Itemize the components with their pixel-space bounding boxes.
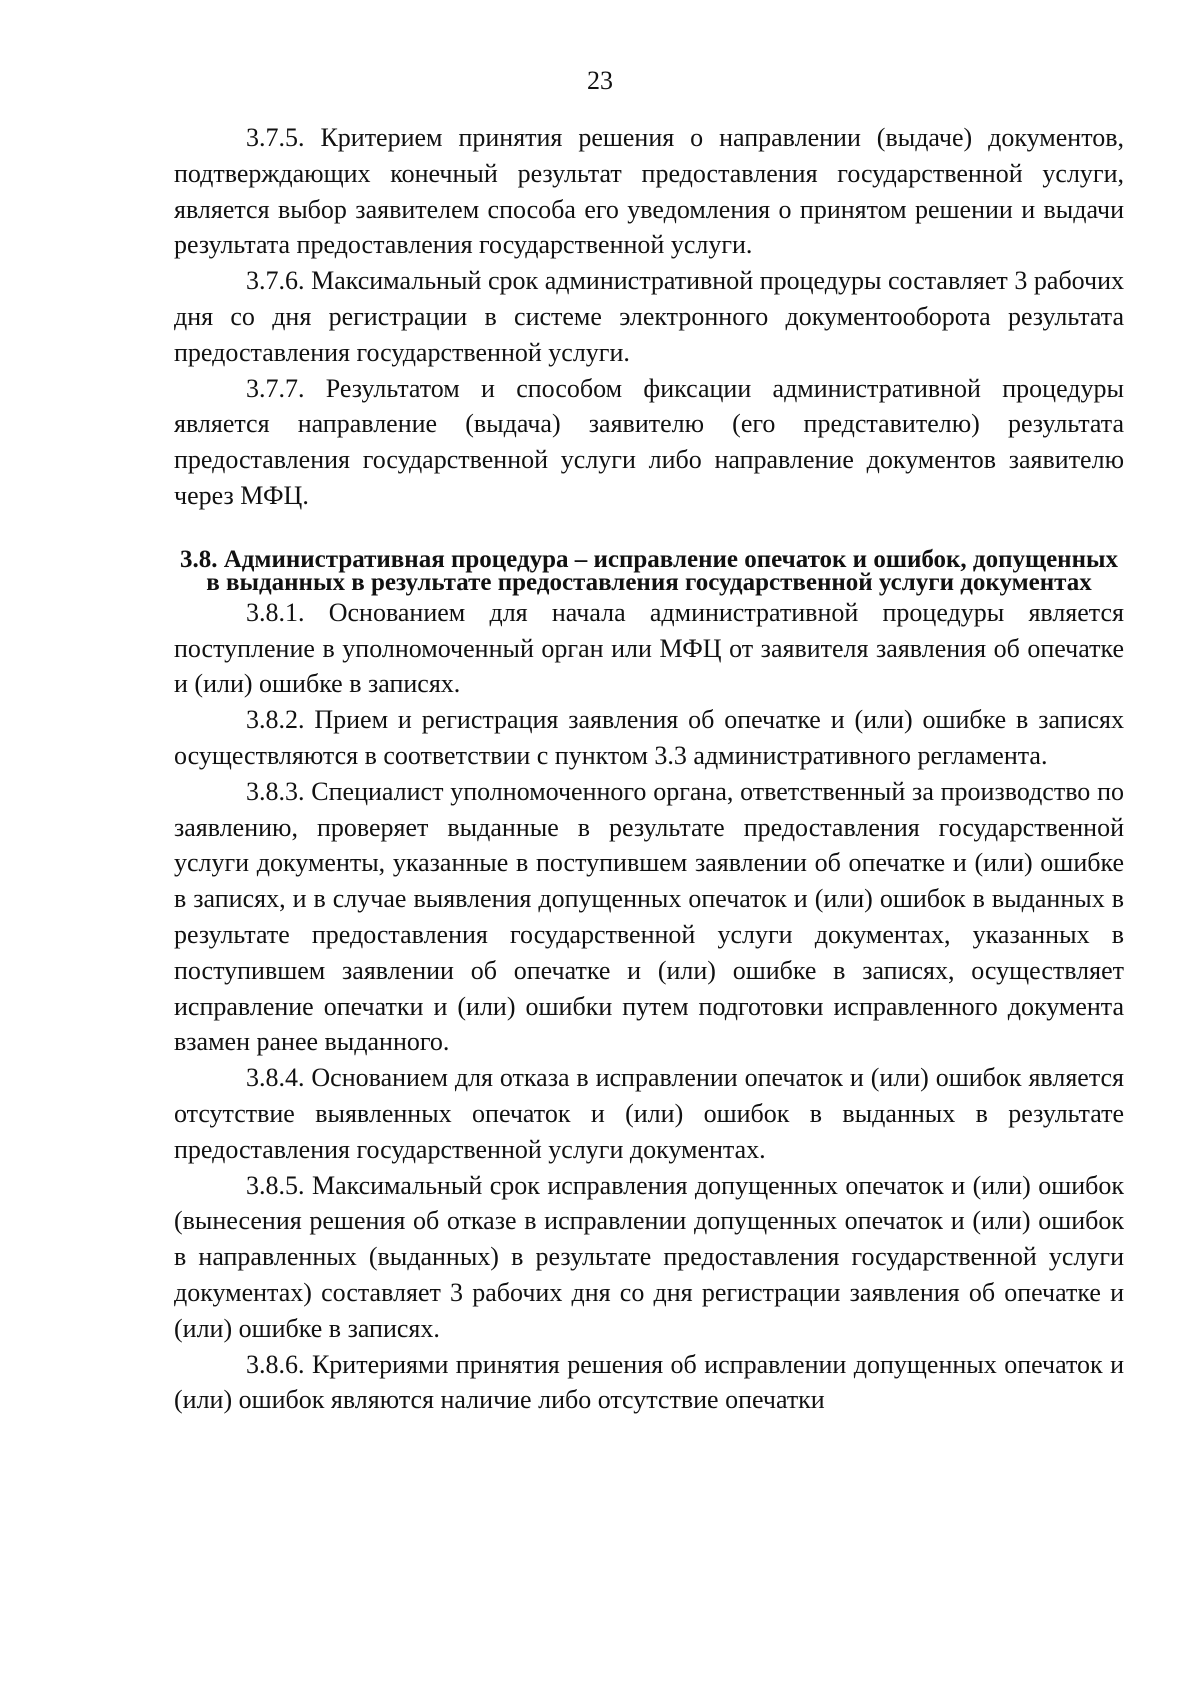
paragraph-3-7-6: 3.7.6. Максимальный срок административной процедуры составляет 3 рабочих дня со дня регистрации в системе электронного документооборота результата предоставления государственной услуги. [174,266,1124,367]
paragraph-3-7-7: 3.7.7. Результатом и способом фиксации административной процедуры является направление (выдача) заявителю (его представителю) результата предоставления государственной услуги либо направление документов заявителю через МФЦ. [174,373,1124,510]
paragraph-3-8-1: 3.8.1. Основанием для начала административной процедуры является поступление в уполномоченный орган или МФЦ от заявителя заявления об опечатке и (или) ошибке в записях. [174,597,1124,699]
section-heading-3-8: 3.8. Административная процедура – исправление опечаток и ошибок, допущенных в выданных в результате предоставления государственной услуги документах [179,545,1119,597]
paragraph-3-8-2: 3.8.2. Прием и регистрация заявления об опечатке и (или) ошибке в записях осуществляются в соответствии с пунктом 3.3 административного регламента. [174,705,1124,770]
page-number: 23 [587,66,613,95]
paragraph-3-8-5: 3.8.5. Максимальный срок исправления допущенных опечаток и (или) ошибок (вынесения решения об отказе в исправлении допущенных опечаток и (или) ошибок в направленных (выданных) в результате предоставления государственной услуги документах) составляет 3 рабочих дня со дня регистрации заявления об опечатке и (или) ошибке в записях. [174,1170,1124,1343]
paragraph-3-8-3: 3.8.3. Специалист уполномоченного органа, ответственный за производство по заявлению, проверяет выданные в результате предоставления государственной услуги документы, указанные в поступившем заявлении об опечатке и (или) ошибке в записях, и в случае выявления допущенных опечаток и (или) ошибок в выданных в результате предоставления государственной услуги документах, указанных в поступившем заявлении об опечатке и (или) ошибке в записях, осуществляет исправление опечатки и (или) ошибки путем подготовки исправленного документа взамен ранее выданного. [174,776,1124,1057]
document-body [174,120,1124,1418]
paragraph-3-8-6: 3.8.6. Критериями принятия решения об исправлении допущенных опечаток и (или) ошибок являются наличие либо отсутствие опечатки [174,1349,1124,1415]
paragraph-3-8-4: 3.8.4. Основанием для отказа в исправлении опечаток и (или) ошибок является отсутствие выявленных опечаток и (или) ошибок в выданных в результате предоставления государственной услуги документах. [174,1063,1124,1164]
paragraph-3-7-5: 3.7.5. Критерием принятия решения о направлении (выдаче) документов, подтверждающих конечный результат предоставления государственной услуги, является выбор заявителем способа его уведомления о принятом решении и выдачи результата предоставления государственной услуги. [174,123,1124,260]
